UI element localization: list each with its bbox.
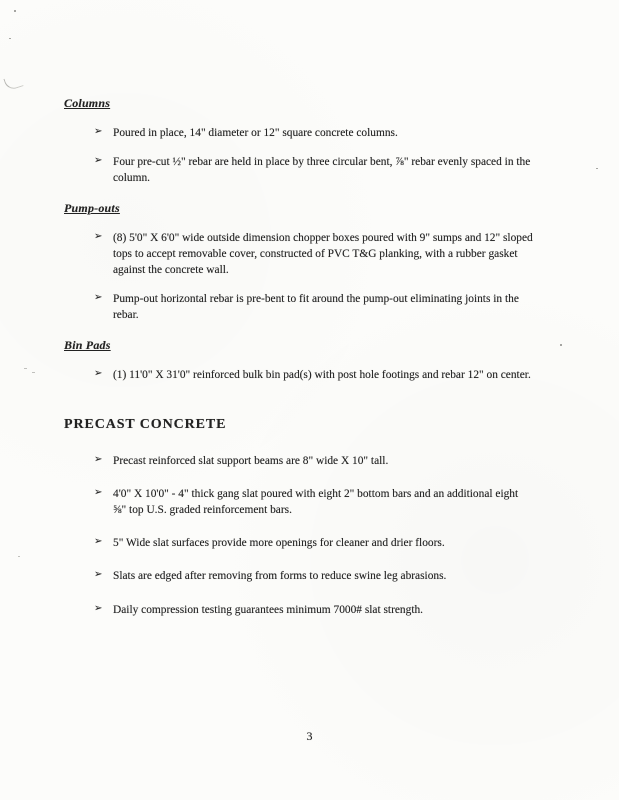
- list-item: [94, 486, 542, 518]
- bullet-text: (1) 11'0" X 31'0" reinforced bulk bin pad(s) with post hole footings and rebar 12" on center.: [113, 368, 531, 381]
- section-heading-columns: Columns: [64, 96, 111, 110]
- list-item: [94, 291, 542, 323]
- section-precast-concrete: [64, 417, 542, 618]
- bullet-text: Four pre-cut ½" rebar are held in place by three circular bent, ⅞" rebar evenly spaced in the column.: [113, 156, 531, 185]
- bullet-text: Daily compression testing guarantees minimum 7000# slat strength.: [113, 603, 424, 616]
- bullet-list: [64, 367, 542, 383]
- arrow-bullet-icon: ➢: [94, 569, 103, 581]
- list-item: [94, 154, 542, 186]
- section-columns: [64, 96, 542, 187]
- bullet-text: Slats are edged after removing from forms to reduce swine leg abrasions.: [113, 570, 447, 583]
- bullet-list: [64, 125, 542, 187]
- section-heading-bin-pads: Bin Pads: [64, 337, 111, 352]
- bullet-text: 4'0" X 10'0" - 4" thick gang slat poured with eight 2" bottom bars and an additional eight ⅝" top U.S. graded reinforcement bars.: [113, 487, 519, 517]
- bullet-text: (8) 5'0" X 6'0" wide outside dimension chopper boxes poured with 9" sumps and 12" sloped tops to accept removable cover, constructed of PVC T&G planking, with a rubber gasket against the concrete wall.: [113, 231, 533, 276]
- section-pump-outs: [64, 201, 542, 324]
- scan-speck: [32, 372, 35, 373]
- scan-speck: [9, 38, 11, 39]
- arrow-bullet-icon: ➢: [94, 602, 103, 614]
- list-item: [94, 453, 542, 469]
- arrow-bullet-icon: ➢: [94, 367, 103, 379]
- arrow-bullet-icon: ➢: [94, 126, 103, 137]
- list-item: [94, 125, 542, 141]
- page-number: 3: [306, 729, 313, 743]
- arrow-bullet-icon: ➢: [94, 230, 103, 242]
- section-heading-pump-outs: Pump-outs: [64, 200, 120, 215]
- scan-speck: [560, 344, 562, 346]
- scan-speck: [24, 368, 27, 369]
- arrow-bullet-icon: ➢: [94, 292, 103, 304]
- bullet-text: Pump-out horizontal rebar is pre-bent to fit around the pump-out eliminating joints in the rebar.: [113, 293, 519, 322]
- scan-speck: [596, 168, 598, 169]
- document-body: [64, 96, 542, 635]
- arrow-bullet-icon: ➢: [94, 453, 103, 465]
- list-item: [94, 568, 542, 584]
- scan-squiggle: [3, 74, 23, 92]
- bullet-text: 5" Wide slat surfaces provide more openings for cleaner and drier floors.: [113, 537, 445, 550]
- bullet-text: Precast reinforced slat support beams are 8" wide X 10" tall.: [113, 454, 389, 467]
- scan-speck: [14, 10, 16, 12]
- arrow-bullet-icon: ➢: [94, 486, 103, 498]
- section-bin-pads: [64, 338, 542, 383]
- list-item: [94, 367, 542, 383]
- list-item: [94, 602, 542, 618]
- scan-speck: [18, 556, 20, 557]
- bullet-list: [64, 453, 542, 618]
- list-item: [94, 230, 542, 279]
- list-item: [94, 535, 542, 551]
- arrow-bullet-icon: ➢: [94, 155, 103, 167]
- bullet-list: [64, 230, 542, 324]
- arrow-bullet-icon: ➢: [94, 536, 103, 548]
- bullet-text: Poured in place, 14" diameter or 12" square concrete columns.: [113, 127, 398, 139]
- section-heading-precast-concrete: PRECAST CONCRETE: [64, 416, 227, 432]
